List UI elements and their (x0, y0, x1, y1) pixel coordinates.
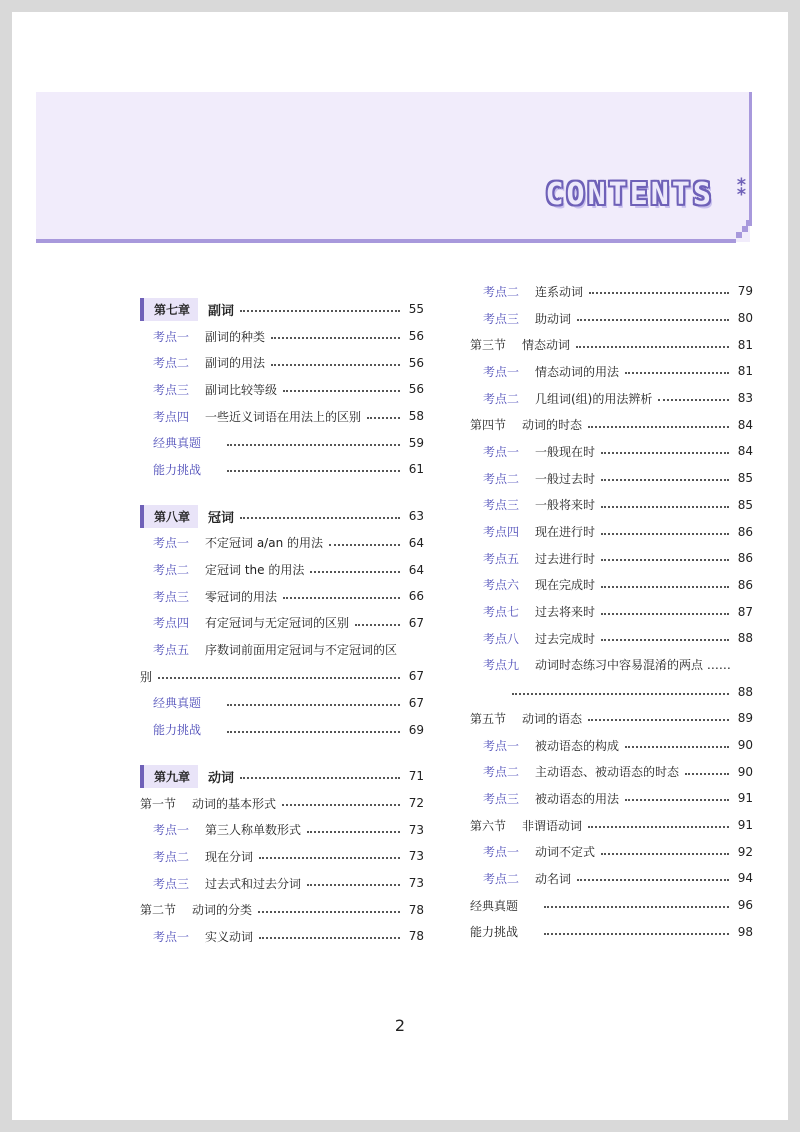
page-number: 59 (408, 435, 424, 450)
entry-title: 不定冠词 a/an 的用法 (205, 536, 323, 551)
entry-title: 一般将来时 (535, 498, 596, 513)
point-label: 考点七 (483, 605, 520, 620)
leader-dots (158, 677, 400, 679)
chapter-title: 冠词 (208, 510, 235, 526)
page-number: 80 (737, 311, 753, 326)
toc-entry[interactable] (470, 385, 753, 412)
section-label: 第四节 (470, 418, 507, 433)
challenge-label: 能力挑战 (153, 462, 202, 477)
leader-dots (240, 310, 400, 312)
page-number: 85 (737, 471, 753, 486)
point-label: 考点二 (483, 284, 520, 299)
section-label: 第三节 (470, 338, 507, 353)
entry-title: 动词时态练习中容易混淆的两点 …… (535, 658, 731, 673)
leader-dots (625, 746, 729, 748)
entry-title: 被动语态的构成 (535, 738, 620, 753)
leader-dots (283, 597, 400, 599)
entry-title: 过去式和过去分词 (205, 876, 302, 891)
point-label: 考点二 (153, 849, 190, 864)
leader-dots (282, 804, 400, 806)
toc-section[interactable] (140, 896, 424, 923)
entry-title: 几组词(组)的用法辨析 (535, 391, 653, 406)
point-label: 考点四 (153, 409, 190, 424)
entry-title: 动名词 (535, 871, 572, 886)
leader-dots (258, 911, 400, 913)
leader-dots (367, 417, 400, 419)
toc-entry[interactable] (140, 429, 424, 456)
page-number: 56 (408, 382, 424, 397)
leader-dots (685, 773, 729, 775)
leader-dots (589, 292, 729, 294)
challenge-label: 能力挑战 (470, 925, 519, 940)
point-label: 考点三 (153, 589, 190, 604)
entry-title: 有定冠词与无定冠词的区别 (205, 616, 350, 631)
chapter-label: 第九章 (140, 765, 198, 788)
section-title: 动词的基本形式 (192, 796, 277, 811)
point-label: 考点二 (483, 871, 520, 886)
entry-title: 动词不定式 (535, 845, 596, 860)
page-number: 55 (408, 302, 424, 317)
page-number: 88 (737, 631, 753, 646)
entry-title: 一些近义词语在用法上的区别 (205, 409, 362, 424)
toc-entry[interactable] (140, 556, 424, 583)
page-number: 78 (408, 902, 424, 917)
point-label: 考点一 (153, 329, 190, 344)
page-number: 90 (737, 738, 753, 753)
leader-dots (271, 337, 400, 339)
point-label: 考点二 (483, 471, 520, 486)
leader-dots (512, 693, 729, 695)
toc-section[interactable] (470, 331, 753, 358)
page-number: 84 (737, 417, 753, 432)
leader-dots (625, 799, 729, 801)
entry-title: 过去完成时 (535, 631, 596, 646)
entry-title: 连系动词 (535, 284, 584, 299)
toc-section[interactable] (140, 790, 424, 817)
point-label: 考点三 (483, 791, 520, 806)
page-number: 64 (408, 535, 424, 550)
toc-entry[interactable] (470, 785, 753, 812)
point-label: 考点八 (483, 631, 520, 646)
toc-entry[interactable] (140, 870, 424, 897)
toc-entry[interactable] (470, 438, 753, 465)
section-title: 情态动词 (522, 338, 571, 353)
toc-entry[interactable] (140, 843, 424, 870)
toc-entry[interactable] (140, 403, 424, 430)
page-number: 56 (408, 355, 424, 370)
page-number: 94 (737, 871, 753, 886)
chapter-title: 副词 (208, 303, 235, 319)
toc-chapter[interactable] (140, 503, 424, 530)
toc-chapter[interactable] (140, 763, 424, 790)
leader-dots (329, 544, 400, 546)
point-label: 考点九 (483, 658, 520, 673)
toc-entry[interactable] (140, 323, 424, 350)
point-label: 考点一 (483, 444, 520, 459)
spacer (140, 483, 424, 503)
toc-entry[interactable] (140, 690, 424, 717)
entry-title: 现在分词 (205, 849, 254, 864)
leader-dots (601, 533, 729, 535)
toc-entry[interactable] (470, 732, 753, 759)
leader-dots (658, 399, 729, 401)
toc-entry[interactable] (470, 892, 753, 919)
leader-dots (271, 364, 400, 366)
page-number: 72 (408, 796, 424, 811)
pixel-corner (736, 232, 742, 238)
entry-title: 情态动词的用法 (535, 364, 620, 379)
toc-entry-continuation[interactable] (140, 663, 424, 690)
toc-entry[interactable] (470, 652, 753, 679)
page-number: 84 (737, 444, 753, 459)
header-banner (36, 92, 750, 242)
page-number: 81 (737, 337, 753, 352)
leader-dots (307, 884, 400, 886)
toc-section[interactable] (470, 812, 753, 839)
toc-left-column (140, 296, 424, 950)
page-number: 98 (737, 924, 753, 939)
toc-entry[interactable] (140, 456, 424, 483)
leader-dots (227, 704, 400, 706)
banner-border (36, 239, 736, 243)
entry-title: 被动语态的用法 (535, 791, 620, 806)
page-number: 66 (408, 589, 424, 604)
page-number: 90 (737, 764, 753, 779)
leader-dots (310, 571, 400, 573)
leader-dots (588, 719, 729, 721)
point-label: 考点二 (483, 391, 520, 406)
entry-title: 助动词 (535, 311, 572, 326)
section-title: 非谓语动词 (522, 818, 583, 833)
page-number: 73 (408, 822, 424, 837)
leader-dots (576, 346, 729, 348)
toc-right-column (470, 278, 753, 945)
page-number: 67 (408, 695, 424, 710)
point-label: 考点六 (483, 578, 520, 593)
entry-title: 一般过去时 (535, 471, 596, 486)
page-number: 64 (408, 562, 424, 577)
toc-entry[interactable] (470, 278, 753, 305)
page-number: 63 (408, 509, 424, 524)
toc-entry[interactable] (470, 625, 753, 652)
toc-entry[interactable] (470, 492, 753, 519)
entry-title: 过去进行时 (535, 551, 596, 566)
point-label: 考点一 (153, 929, 190, 944)
toc-section[interactable] (470, 705, 753, 732)
page-number-footer: 2 (394, 1016, 406, 1035)
toc-entry[interactable] (470, 758, 753, 785)
toc-entry[interactable] (470, 865, 753, 892)
point-label: 考点三 (153, 876, 190, 891)
toc-entry[interactable] (470, 358, 753, 385)
point-label: 考点四 (483, 525, 520, 540)
contents-title: CONTENTS (545, 177, 714, 212)
point-label: 考点二 (483, 765, 520, 780)
classic-label: 经典真题 (470, 898, 519, 913)
page-number: 56 (408, 329, 424, 344)
leader-dots (601, 639, 729, 641)
leader-dots (577, 879, 729, 881)
toc-entry[interactable] (140, 610, 424, 637)
leader-dots (259, 857, 400, 859)
page-number: 86 (737, 577, 753, 592)
page-number: 85 (737, 497, 753, 512)
toc-entry[interactable] (470, 572, 753, 599)
toc-entry[interactable] (140, 349, 424, 376)
toc-entry[interactable] (140, 636, 424, 663)
leader-dots (601, 506, 729, 508)
leader-dots (227, 444, 400, 446)
point-label: 考点三 (483, 498, 520, 513)
entry-title-continued: 别 (140, 669, 153, 684)
section-title: 动词的语态 (522, 711, 583, 726)
page-number: 91 (737, 818, 753, 833)
pixel-corner (742, 226, 748, 232)
star-ornament-icon: ⁑ (736, 176, 748, 201)
classic-label: 经典真题 (153, 436, 202, 451)
page-number: 71 (408, 769, 424, 784)
toc-entry[interactable] (470, 545, 753, 572)
section-label: 第一节 (140, 796, 177, 811)
leader-dots (283, 390, 400, 392)
leader-dots (259, 937, 400, 939)
leader-dots (601, 452, 729, 454)
page-number: 73 (408, 849, 424, 864)
toc-entry-continuation[interactable] (470, 678, 753, 705)
toc-entry[interactable] (140, 530, 424, 557)
point-label: 考点二 (153, 563, 190, 578)
entry-title: 副词的种类 (205, 329, 266, 344)
chapter-label: 第七章 (140, 298, 198, 321)
toc-section[interactable] (470, 411, 753, 438)
leader-dots (601, 559, 729, 561)
leader-dots (601, 853, 729, 855)
page-number: 61 (408, 462, 424, 477)
page-number: 73 (408, 876, 424, 891)
page-number: 96 (737, 898, 753, 913)
section-label: 第六节 (470, 818, 507, 833)
entry-title: 现在进行时 (535, 525, 596, 540)
point-label: 考点三 (483, 311, 520, 326)
point-label: 考点一 (483, 364, 520, 379)
point-label: 考点一 (483, 845, 520, 860)
page-number: 67 (408, 669, 424, 684)
page-number: 69 (408, 722, 424, 737)
entry-title: 副词的用法 (205, 356, 266, 371)
page-number: 88 (737, 684, 753, 699)
page-number: 79 (737, 284, 753, 299)
banner-border (749, 92, 752, 222)
section-label: 第五节 (470, 711, 507, 726)
page-number: 83 (737, 391, 753, 406)
classic-label: 经典真题 (153, 696, 202, 711)
leader-dots (240, 517, 400, 519)
leader-dots (544, 933, 729, 935)
point-label: 考点四 (153, 616, 190, 631)
leader-dots (588, 826, 729, 828)
toc-entry[interactable] (470, 919, 753, 946)
toc-entry[interactable] (140, 923, 424, 950)
page-number: 67 (408, 615, 424, 630)
point-label: 考点三 (153, 382, 190, 397)
entry-title: 现在完成时 (535, 578, 596, 593)
leader-dots (355, 624, 400, 626)
section-title: 动词的分类 (192, 903, 253, 918)
page-number: 86 (737, 551, 753, 566)
leader-dots (307, 831, 400, 833)
page-number: 78 (408, 929, 424, 944)
entry-title: 副词比较等级 (205, 382, 278, 397)
toc-entry[interactable] (140, 716, 424, 743)
toc-entry[interactable] (140, 583, 424, 610)
page-number: 87 (737, 604, 753, 619)
entry-title: 实义动词 (205, 929, 254, 944)
entry-title: 定冠词 the 的用法 (205, 563, 305, 578)
chapter-label: 第八章 (140, 505, 198, 528)
point-label: 考点一 (483, 738, 520, 753)
point-label: 考点一 (153, 536, 190, 551)
entry-title: 主动语态、被动语态的时态 (535, 765, 680, 780)
spacer (140, 743, 424, 763)
toc-entry[interactable] (470, 465, 753, 492)
toc-entry[interactable] (140, 816, 424, 843)
point-label: 考点二 (153, 356, 190, 371)
entry-title: 一般现在时 (535, 444, 596, 459)
leader-dots (227, 731, 400, 733)
point-label: 考点五 (153, 643, 190, 658)
leader-dots (227, 470, 400, 472)
section-title: 动词的时态 (522, 418, 583, 433)
leader-dots (588, 426, 729, 428)
page-number: 89 (737, 711, 753, 726)
entry-title: 过去将来时 (535, 605, 596, 620)
leader-dots (601, 613, 729, 615)
leader-dots (625, 372, 729, 374)
toc-chapter[interactable] (140, 296, 424, 323)
entry-title: 序数词前面用定冠词与不定冠词的区 (205, 643, 398, 658)
toc-entry[interactable] (470, 598, 753, 625)
entry-title: 第三人称单数形式 (205, 823, 302, 838)
page-number: 91 (737, 791, 753, 806)
toc-entry[interactable] (470, 518, 753, 545)
point-label: 考点一 (153, 823, 190, 838)
toc-entry[interactable] (470, 305, 753, 332)
leader-dots (601, 479, 729, 481)
point-label: 考点五 (483, 551, 520, 566)
page-number: 92 (737, 844, 753, 859)
section-label: 第二节 (140, 903, 177, 918)
page-number: 86 (737, 524, 753, 539)
leader-dots (240, 777, 400, 779)
toc-entry[interactable] (470, 838, 753, 865)
leader-dots (601, 586, 729, 588)
pixel-corner (746, 220, 752, 226)
entry-title: 零冠词的用法 (205, 589, 278, 604)
challenge-label: 能力挑战 (153, 723, 202, 738)
leader-dots (577, 319, 729, 321)
page-number: 58 (408, 409, 424, 424)
chapter-title: 动词 (208, 770, 235, 786)
page-number: 81 (737, 364, 753, 379)
toc-entry[interactable] (140, 376, 424, 403)
leader-dots (544, 906, 729, 908)
